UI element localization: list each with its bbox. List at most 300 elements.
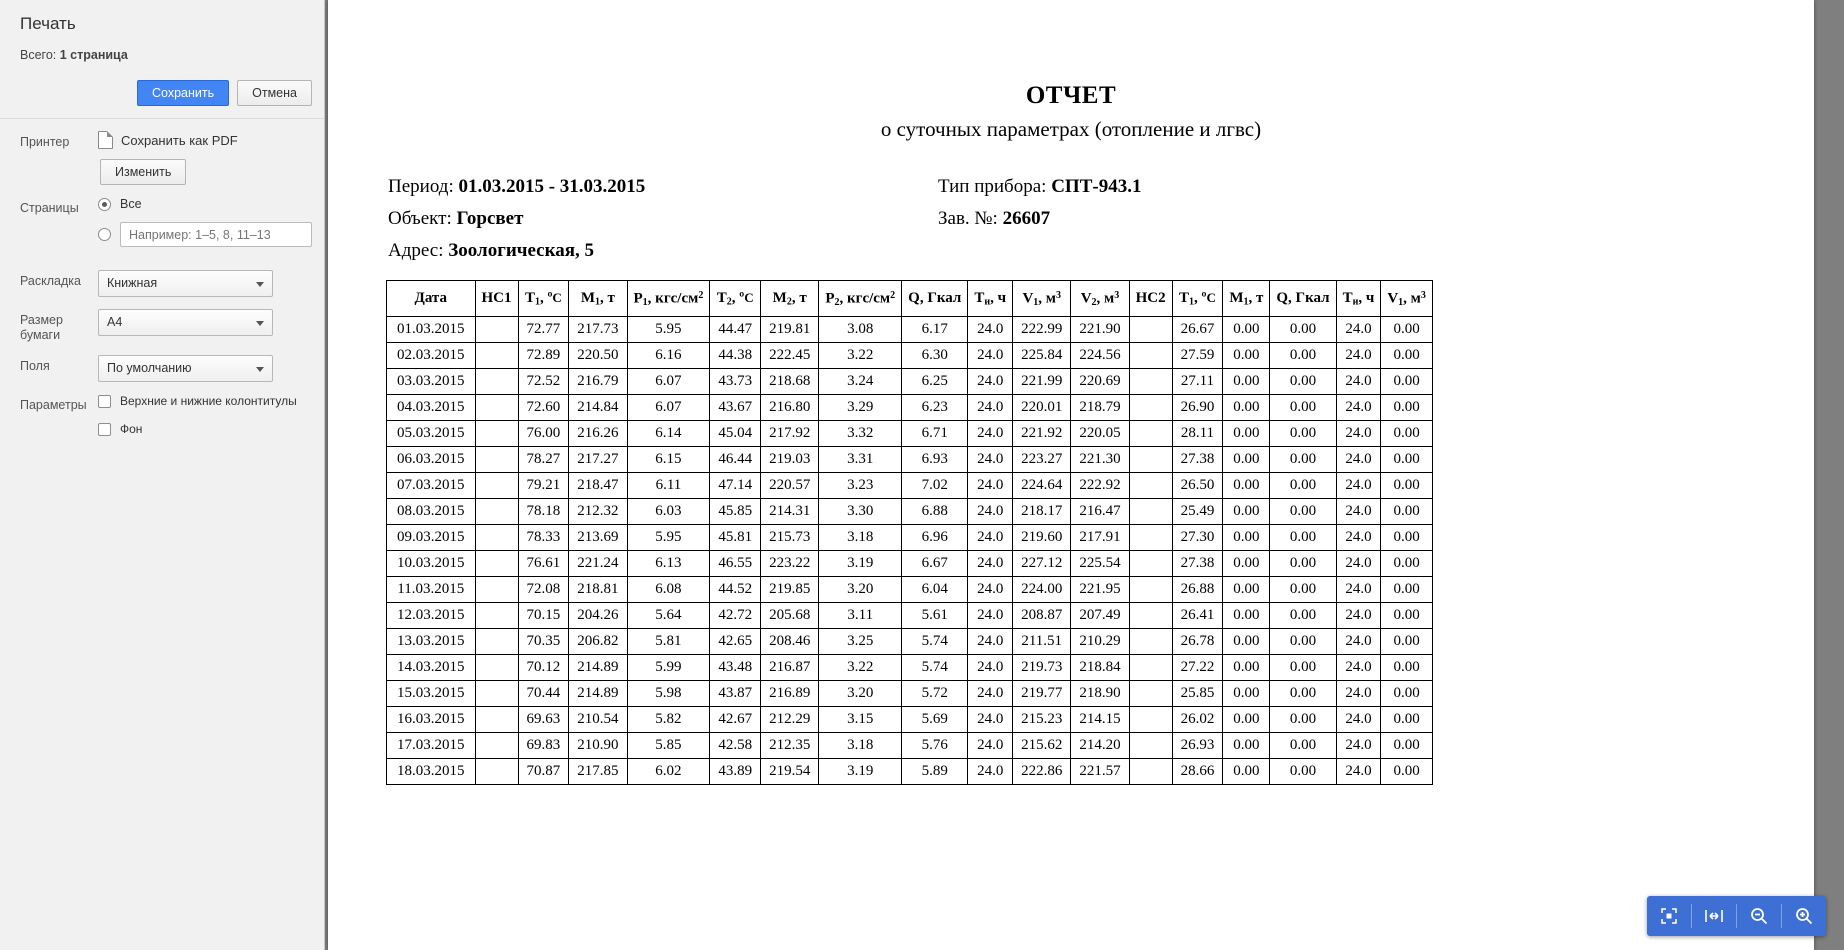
table-cell: 24.0 bbox=[1336, 629, 1381, 655]
table-cell: 0.00 bbox=[1381, 317, 1433, 343]
table-cell: 24.0 bbox=[968, 759, 1013, 785]
table-cell: 0.00 bbox=[1270, 343, 1336, 369]
checkbox-background[interactable] bbox=[98, 423, 111, 436]
option-headers-footers[interactable] bbox=[98, 394, 312, 409]
table-cell: 24.0 bbox=[968, 707, 1013, 733]
table-cell: 222.99 bbox=[1013, 317, 1071, 343]
table-cell: 3.19 bbox=[819, 551, 902, 577]
table-cell: 0.00 bbox=[1270, 447, 1336, 473]
table-cell: 24.0 bbox=[968, 421, 1013, 447]
table-row bbox=[387, 759, 1433, 785]
table-cell: 212.29 bbox=[761, 707, 819, 733]
table-cell: 72.89 bbox=[518, 343, 569, 369]
table-cell: 72.52 bbox=[518, 369, 569, 395]
cell-date: 08.03.2015 bbox=[387, 499, 476, 525]
table-cell: 0.00 bbox=[1270, 707, 1336, 733]
sheet-count bbox=[20, 48, 304, 62]
table-cell: 7.02 bbox=[902, 473, 968, 499]
radio-all[interactable] bbox=[98, 198, 111, 211]
table-cell: 26.41 bbox=[1172, 603, 1223, 629]
pages-all-option[interactable] bbox=[98, 197, 312, 211]
table-cell: 0.00 bbox=[1223, 499, 1270, 525]
table-cell: 76.00 bbox=[518, 421, 569, 447]
preview-page bbox=[328, 0, 1814, 950]
table-cell: 3.23 bbox=[819, 473, 902, 499]
table-cell: 42.58 bbox=[710, 733, 761, 759]
option-headers-footers-label: Верхние и нижние колонтитулы bbox=[120, 394, 297, 408]
cell-date: 09.03.2015 bbox=[387, 525, 476, 551]
table-cell: 3.20 bbox=[819, 577, 902, 603]
table-cell bbox=[1129, 369, 1172, 395]
table-cell: 72.08 bbox=[518, 577, 569, 603]
table-cell: 44.38 bbox=[710, 343, 761, 369]
table-cell: 6.16 bbox=[627, 343, 710, 369]
table-cell: 6.03 bbox=[627, 499, 710, 525]
table-cell: 0.00 bbox=[1270, 395, 1336, 421]
report-table bbox=[386, 280, 1433, 785]
table-cell: 24.0 bbox=[968, 473, 1013, 499]
layout-row bbox=[0, 258, 324, 297]
table-cell: 43.89 bbox=[710, 759, 761, 785]
table-cell: 24.0 bbox=[968, 395, 1013, 421]
table-cell: 46.55 bbox=[710, 551, 761, 577]
change-printer-button[interactable]: Изменить bbox=[100, 159, 186, 185]
table-cell: 220.69 bbox=[1071, 369, 1129, 395]
sheet-count-prefix: Всего: bbox=[20, 48, 60, 62]
table-cell: 43.87 bbox=[710, 681, 761, 707]
cancel-button[interactable]: Отмена bbox=[237, 80, 312, 106]
table-cell: 24.0 bbox=[968, 447, 1013, 473]
table-cell: 24.0 bbox=[968, 577, 1013, 603]
table-cell: 3.19 bbox=[819, 759, 902, 785]
table-cell bbox=[475, 577, 518, 603]
table-cell: 214.20 bbox=[1071, 733, 1129, 759]
table-cell: 45.81 bbox=[710, 525, 761, 551]
table-cell: 0.00 bbox=[1381, 577, 1433, 603]
table-cell: 217.73 bbox=[569, 317, 627, 343]
table-cell: 0.00 bbox=[1381, 447, 1433, 473]
table-cell: 222.92 bbox=[1071, 473, 1129, 499]
table-cell: 24.0 bbox=[968, 525, 1013, 551]
layout-label: Раскладка bbox=[20, 274, 81, 288]
table-cell bbox=[1129, 343, 1172, 369]
table-cell: 24.0 bbox=[1336, 499, 1381, 525]
table-row bbox=[387, 317, 1433, 343]
margins-select[interactable] bbox=[98, 355, 273, 382]
table-cell bbox=[475, 343, 518, 369]
layout-select[interactable] bbox=[98, 270, 273, 297]
table-cell: 5.89 bbox=[902, 759, 968, 785]
table-cell: 24.0 bbox=[968, 681, 1013, 707]
table-cell bbox=[475, 447, 518, 473]
table-cell: 5.69 bbox=[902, 707, 968, 733]
meta-serial bbox=[938, 208, 1141, 230]
sheet-count-value: 1 страница bbox=[59, 48, 128, 62]
table-cell: 24.0 bbox=[1336, 681, 1381, 707]
table-cell: 6.71 bbox=[902, 421, 968, 447]
report-meta bbox=[328, 176, 1814, 268]
table-cell: 26.50 bbox=[1172, 473, 1223, 499]
table-cell: 70.87 bbox=[518, 759, 569, 785]
printer-destination-value: Сохранить как PDF bbox=[121, 132, 238, 148]
table-cell: 6.30 bbox=[902, 343, 968, 369]
meta-object-value: Горсвет bbox=[456, 208, 524, 229]
table-cell: 0.00 bbox=[1223, 343, 1270, 369]
printer-destination[interactable] bbox=[98, 131, 312, 149]
table-cell: 214.89 bbox=[569, 655, 627, 681]
table-cell: 46.44 bbox=[710, 447, 761, 473]
table-cell: 70.35 bbox=[518, 629, 569, 655]
table-cell bbox=[1129, 759, 1172, 785]
table-cell: 27.38 bbox=[1172, 551, 1223, 577]
print-dialog-sidebar bbox=[0, 0, 325, 950]
table-cell: 43.67 bbox=[710, 395, 761, 421]
table-cell: 6.96 bbox=[902, 525, 968, 551]
cell-date: 14.03.2015 bbox=[387, 655, 476, 681]
pages-range-input[interactable] bbox=[120, 222, 312, 247]
zoom-in-icon[interactable] bbox=[1782, 896, 1826, 936]
option-background-label: Фон bbox=[120, 422, 143, 436]
fit-width-icon[interactable] bbox=[1692, 896, 1736, 936]
table-cell: 222.86 bbox=[1013, 759, 1071, 785]
table-cell: 225.54 bbox=[1071, 551, 1129, 577]
table-row bbox=[387, 655, 1433, 681]
table-cell: 24.0 bbox=[968, 733, 1013, 759]
table-cell: 220.50 bbox=[569, 343, 627, 369]
table-cell: 0.00 bbox=[1270, 655, 1336, 681]
print-preview-area[interactable] bbox=[325, 0, 1844, 950]
table-cell: 26.88 bbox=[1172, 577, 1223, 603]
table-cell: 43.48 bbox=[710, 655, 761, 681]
table-cell: 24.0 bbox=[968, 369, 1013, 395]
table-cell: 3.11 bbox=[819, 603, 902, 629]
table-cell: 0.00 bbox=[1223, 655, 1270, 681]
paper-size-label: Размер бумаги bbox=[20, 313, 63, 342]
table-cell: 216.87 bbox=[761, 655, 819, 681]
table-cell: 78.18 bbox=[518, 499, 569, 525]
table-cell: 218.47 bbox=[569, 473, 627, 499]
table-cell: 221.24 bbox=[569, 551, 627, 577]
table-cell: 0.00 bbox=[1270, 733, 1336, 759]
table-cell: 0.00 bbox=[1381, 629, 1433, 655]
table-cell: 24.0 bbox=[1336, 759, 1381, 785]
paper-size-row bbox=[0, 297, 324, 343]
table-cell: 3.08 bbox=[819, 317, 902, 343]
table-cell: 216.79 bbox=[569, 369, 627, 395]
table-cell: 44.52 bbox=[710, 577, 761, 603]
table-cell: 78.33 bbox=[518, 525, 569, 551]
table-cell: 6.02 bbox=[627, 759, 710, 785]
print-dialog-title: Печать bbox=[20, 14, 76, 33]
table-cell: 210.90 bbox=[569, 733, 627, 759]
table-cell: 0.00 bbox=[1381, 369, 1433, 395]
table-cell: 42.65 bbox=[710, 629, 761, 655]
table-cell bbox=[475, 681, 518, 707]
table-cell: 70.44 bbox=[518, 681, 569, 707]
table-cell bbox=[1129, 499, 1172, 525]
table-cell bbox=[475, 395, 518, 421]
table-cell: 6.93 bbox=[902, 447, 968, 473]
save-button[interactable]: Сохранить bbox=[137, 80, 229, 106]
table-cell: 43.73 bbox=[710, 369, 761, 395]
table-cell: 215.23 bbox=[1013, 707, 1071, 733]
table-cell: 42.67 bbox=[710, 707, 761, 733]
table-cell: 5.81 bbox=[627, 629, 710, 655]
table-cell: 27.38 bbox=[1172, 447, 1223, 473]
table-cell bbox=[1129, 447, 1172, 473]
table-cell: 6.88 bbox=[902, 499, 968, 525]
table-cell: 24.0 bbox=[1336, 317, 1381, 343]
table-cell: 0.00 bbox=[1381, 395, 1433, 421]
table-cell: 216.47 bbox=[1071, 499, 1129, 525]
table-cell: 219.85 bbox=[761, 577, 819, 603]
table-cell: 42.72 bbox=[710, 603, 761, 629]
table-cell: 5.95 bbox=[627, 525, 710, 551]
table-row bbox=[387, 629, 1433, 655]
table-cell: 24.0 bbox=[968, 343, 1013, 369]
zoom-toolbar[interactable] bbox=[1647, 896, 1826, 936]
table-cell: 26.93 bbox=[1172, 733, 1223, 759]
pages-custom-option[interactable] bbox=[98, 222, 312, 247]
table-cell: 24.0 bbox=[1336, 525, 1381, 551]
column-header-5: $T_2$, ºC bbox=[710, 281, 761, 317]
table-cell: 0.00 bbox=[1223, 369, 1270, 395]
option-background[interactable] bbox=[98, 422, 312, 437]
table-cell: 0.00 bbox=[1270, 525, 1336, 551]
table-header-row bbox=[387, 281, 1433, 317]
table-cell: 3.30 bbox=[819, 499, 902, 525]
column-header-11: $V_2$, $м^3$ bbox=[1071, 281, 1129, 317]
table-cell: 24.0 bbox=[1336, 447, 1381, 473]
table-cell bbox=[475, 551, 518, 577]
meta-period-value: 01.03.2015 - 31.03.2015 bbox=[458, 176, 646, 197]
table-cell: 72.77 bbox=[518, 317, 569, 343]
table-cell: 24.0 bbox=[1336, 343, 1381, 369]
printer-label: Принтер bbox=[20, 135, 70, 149]
options-row bbox=[0, 382, 324, 450]
table-cell bbox=[1129, 629, 1172, 655]
column-header-8: Q, Гкал bbox=[902, 281, 968, 317]
table-cell: 0.00 bbox=[1270, 317, 1336, 343]
table-cell: 0.00 bbox=[1381, 551, 1433, 577]
cell-date: 05.03.2015 bbox=[387, 421, 476, 447]
table-cell: 0.00 bbox=[1223, 551, 1270, 577]
table-cell: 220.01 bbox=[1013, 395, 1071, 421]
table-cell: 5.74 bbox=[902, 655, 968, 681]
table-cell: 221.92 bbox=[1013, 421, 1071, 447]
column-header-17: $V_1$, $м^3$ bbox=[1381, 281, 1433, 317]
table-cell: 204.26 bbox=[569, 603, 627, 629]
cell-date: 10.03.2015 bbox=[387, 551, 476, 577]
table-cell: 3.31 bbox=[819, 447, 902, 473]
table-cell: 214.89 bbox=[569, 681, 627, 707]
table-cell: 24.0 bbox=[1336, 733, 1381, 759]
meta-period-label: Период: bbox=[388, 176, 454, 197]
table-row bbox=[387, 395, 1433, 421]
table-cell bbox=[475, 603, 518, 629]
meta-address-label: Адрес: bbox=[388, 240, 444, 261]
table-cell: 0.00 bbox=[1223, 759, 1270, 785]
table-cell: 219.03 bbox=[761, 447, 819, 473]
radio-custom[interactable] bbox=[98, 228, 111, 241]
table-cell: 0.00 bbox=[1381, 525, 1433, 551]
table-cell: 5.85 bbox=[627, 733, 710, 759]
table-cell bbox=[475, 421, 518, 447]
table-cell: 0.00 bbox=[1270, 369, 1336, 395]
zoom-out-icon[interactable] bbox=[1737, 896, 1781, 936]
table-cell: 0.00 bbox=[1381, 421, 1433, 447]
table-cell: 221.99 bbox=[1013, 369, 1071, 395]
table-cell: 27.22 bbox=[1172, 655, 1223, 681]
table-cell bbox=[1129, 473, 1172, 499]
table-row bbox=[387, 733, 1433, 759]
table-cell: 3.20 bbox=[819, 681, 902, 707]
table-cell: 6.07 bbox=[627, 395, 710, 421]
table-cell: 24.0 bbox=[968, 551, 1013, 577]
meta-object-label: Объект: bbox=[388, 208, 452, 229]
table-cell: 211.51 bbox=[1013, 629, 1071, 655]
column-header-14: $M_1$, т bbox=[1223, 281, 1270, 317]
table-cell: 210.29 bbox=[1071, 629, 1129, 655]
table-cell: 218.90 bbox=[1071, 681, 1129, 707]
table-row bbox=[387, 551, 1433, 577]
cell-date: 01.03.2015 bbox=[387, 317, 476, 343]
table-cell: 26.67 bbox=[1172, 317, 1223, 343]
table-row bbox=[387, 499, 1433, 525]
table-cell bbox=[475, 629, 518, 655]
table-cell: 26.90 bbox=[1172, 395, 1223, 421]
column-header-3: $M_1$, т bbox=[569, 281, 627, 317]
table-cell: 0.00 bbox=[1381, 343, 1433, 369]
cell-date: 02.03.2015 bbox=[387, 343, 476, 369]
table-cell: 24.0 bbox=[1336, 369, 1381, 395]
table-cell bbox=[1129, 317, 1172, 343]
table-cell: 220.57 bbox=[761, 473, 819, 499]
column-header-2: $T_1$, ºC bbox=[518, 281, 569, 317]
column-header-1: НС1 bbox=[475, 281, 518, 317]
table-cell bbox=[475, 369, 518, 395]
table-cell bbox=[1129, 603, 1172, 629]
report-meta-left bbox=[388, 176, 645, 272]
table-cell: 24.0 bbox=[968, 655, 1013, 681]
table-cell bbox=[1129, 707, 1172, 733]
table-cell: 207.49 bbox=[1071, 603, 1129, 629]
table-cell: 24.0 bbox=[1336, 395, 1381, 421]
chevron-down-icon bbox=[256, 282, 264, 287]
table-cell bbox=[1129, 655, 1172, 681]
report-title: ОТЧЕТ bbox=[1025, 82, 1117, 109]
table-cell: 47.14 bbox=[710, 473, 761, 499]
table-cell: 0.00 bbox=[1381, 759, 1433, 785]
cell-date: 12.03.2015 bbox=[387, 603, 476, 629]
table-cell: 5.72 bbox=[902, 681, 968, 707]
checkbox-headers-footers[interactable] bbox=[98, 395, 111, 408]
table-row bbox=[387, 707, 1433, 733]
table-cell: 5.82 bbox=[627, 707, 710, 733]
table-cell: 5.98 bbox=[627, 681, 710, 707]
margins-label: Поля bbox=[20, 359, 50, 373]
table-cell: 0.00 bbox=[1223, 733, 1270, 759]
margins-row bbox=[0, 343, 324, 382]
table-row bbox=[387, 369, 1433, 395]
table-cell: 0.00 bbox=[1223, 603, 1270, 629]
table-cell: 45.04 bbox=[710, 421, 761, 447]
table-cell: 212.32 bbox=[569, 499, 627, 525]
table-cell: 0.00 bbox=[1381, 499, 1433, 525]
table-cell: 28.11 bbox=[1172, 421, 1223, 447]
table-cell: 217.27 bbox=[569, 447, 627, 473]
table-cell: 6.07 bbox=[627, 369, 710, 395]
table-cell: 5.95 bbox=[627, 317, 710, 343]
table-cell bbox=[1129, 681, 1172, 707]
table-cell bbox=[1129, 525, 1172, 551]
table-cell: 69.63 bbox=[518, 707, 569, 733]
table-cell: 0.00 bbox=[1381, 473, 1433, 499]
table-cell: 223.22 bbox=[761, 551, 819, 577]
table-cell: 6.08 bbox=[627, 577, 710, 603]
cell-date: 15.03.2015 bbox=[387, 681, 476, 707]
table-cell: 0.00 bbox=[1381, 707, 1433, 733]
table-cell: 221.90 bbox=[1071, 317, 1129, 343]
table-cell: 218.84 bbox=[1071, 655, 1129, 681]
table-cell: 208.87 bbox=[1013, 603, 1071, 629]
table-cell: 0.00 bbox=[1270, 759, 1336, 785]
table-cell: 25.85 bbox=[1172, 681, 1223, 707]
pages-all-label: Все bbox=[120, 197, 142, 211]
table-cell bbox=[475, 707, 518, 733]
column-header-10: $V_1$, $м^3$ bbox=[1013, 281, 1071, 317]
table-cell: 220.05 bbox=[1071, 421, 1129, 447]
table-cell bbox=[1129, 577, 1172, 603]
fit-page-icon[interactable] bbox=[1647, 896, 1691, 936]
table-cell bbox=[475, 733, 518, 759]
table-cell: 224.00 bbox=[1013, 577, 1071, 603]
table-cell: 0.00 bbox=[1223, 421, 1270, 447]
table-cell: 3.18 bbox=[819, 525, 902, 551]
table-cell: 27.11 bbox=[1172, 369, 1223, 395]
cell-date: 17.03.2015 bbox=[387, 733, 476, 759]
cell-date: 13.03.2015 bbox=[387, 629, 476, 655]
meta-device-type-label: Тип прибора: bbox=[938, 176, 1047, 197]
table-cell: 221.95 bbox=[1071, 577, 1129, 603]
table-cell: 227.12 bbox=[1013, 551, 1071, 577]
table-cell: 0.00 bbox=[1270, 603, 1336, 629]
meta-device-type bbox=[938, 176, 1141, 198]
paper-size-value: A4 bbox=[107, 315, 123, 329]
table-cell: 3.29 bbox=[819, 395, 902, 421]
table-row bbox=[387, 681, 1433, 707]
table-cell: 24.0 bbox=[1336, 551, 1381, 577]
table-cell: 0.00 bbox=[1223, 395, 1270, 421]
table-cell: 0.00 bbox=[1381, 733, 1433, 759]
table-cell: 0.00 bbox=[1270, 551, 1336, 577]
paper-size-select[interactable] bbox=[98, 309, 273, 336]
column-header-6: $M_2$, т bbox=[761, 281, 819, 317]
table-cell: 217.91 bbox=[1071, 525, 1129, 551]
table-cell: 6.13 bbox=[627, 551, 710, 577]
table-cell: 25.49 bbox=[1172, 499, 1223, 525]
column-header-0: Дата bbox=[387, 281, 476, 317]
column-header-4: $P_1$, кгс/$см^2$ bbox=[627, 281, 710, 317]
cell-date: 04.03.2015 bbox=[387, 395, 476, 421]
dialog-actions bbox=[0, 80, 324, 106]
meta-period bbox=[388, 176, 645, 198]
chevron-down-icon bbox=[256, 321, 264, 326]
table-cell: 216.26 bbox=[569, 421, 627, 447]
table-cell: 0.00 bbox=[1270, 473, 1336, 499]
table-cell: 225.84 bbox=[1013, 343, 1071, 369]
table-cell: 223.27 bbox=[1013, 447, 1071, 473]
